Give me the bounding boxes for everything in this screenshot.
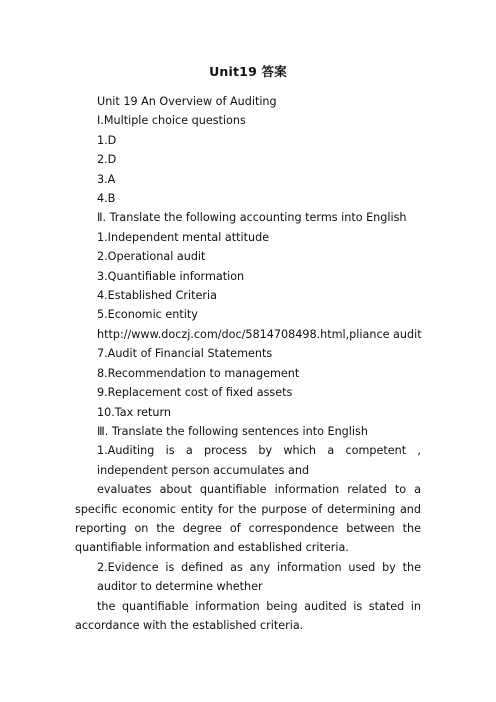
document-title: Unit19 答案 [209, 64, 287, 79]
term-item: 1.Independent mental attitude [97, 230, 270, 244]
section-heading-terms: Ⅱ. Translate the following accounting terms into English [97, 211, 407, 225]
sentence-continuation: the quantifiable information being audited is stated in accordance with the established criteria. [75, 599, 421, 632]
sentence-answer-2 [75, 558, 421, 636]
answer-item: 4.B [97, 192, 116, 206]
unit-heading: Unit 19 An Overview of Auditing [97, 95, 277, 108]
sentence-first-line: 1.Auditing is a process by which a competent , independent person accumulates and [97, 444, 421, 477]
term-item: 5.Economic entity [97, 308, 198, 322]
term-item-link: http://www.doczj.com/doc/5814708498.html,pliance audit [97, 327, 422, 341]
sentence-first-line: 2.Evidence is defined as any information used by the auditor to determine whether [97, 560, 421, 594]
sentence-continuation: evaluates about quantifiable information related to a specific economic entity for the purpose of determining and reporting on the degree of correspondence between the quantifiable information and established criteria. [75, 483, 421, 555]
term-item: 8.Recommendation to management [97, 366, 300, 380]
sentence-answer-1 [75, 441, 421, 557]
term-item: 9.Replacement cost of fixed assets [97, 386, 293, 400]
section-heading-sentences: Ⅲ. Translate the following sentences into English [97, 424, 368, 438]
term-item: 2.Operational audit [97, 250, 206, 264]
answer-item: 3.A [97, 172, 116, 186]
term-item: 10.Tax return [97, 405, 172, 419]
answer-item: 1.D [97, 133, 117, 147]
term-item: 3.Quantifiable information [97, 269, 245, 283]
term-item: 7.Audit of Financial Statements [97, 347, 273, 361]
section-heading-multiple-choice: Ⅰ.Multiple choice questions [97, 114, 246, 128]
answer-list [75, 92, 421, 441]
answer-item: 2.D [97, 153, 117, 167]
term-item: 4.Established Criteria [97, 289, 217, 303]
